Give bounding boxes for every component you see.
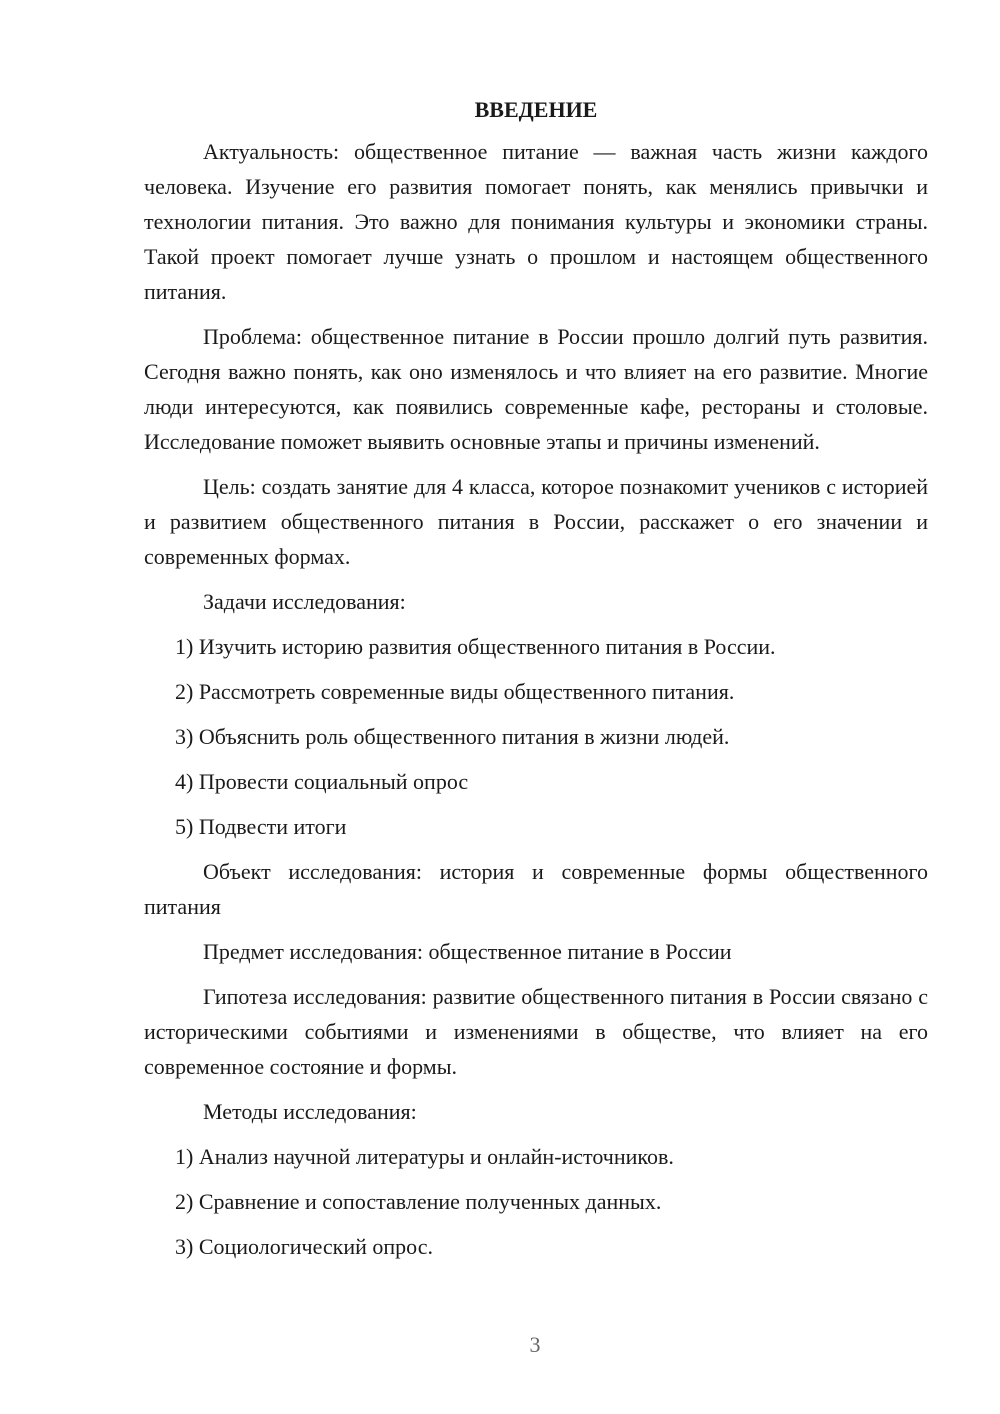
relevance-paragraph: Актуальность: общественное питание — важная часть жизни каждого человека. Изучение его развития помогает понять, как менялись привычки и технологии питания. Это важно для понимания культуры и экономики страны. Такой проект помогает лучше узнать о прошлом и настоящем общественного питания. xyxy=(144,139,928,304)
problem-paragraph: Проблема: общественное питание в России прошло долгий путь развития. Сегодня важно понять, как оно изменялось и что влияет на его развитие. Многие люди интересуются, как появились современные кафе, рестораны и столовые. Исследование поможет выявить основные этапы и причины изменений. xyxy=(144,324,928,454)
method-item: 1) Анализ научной литературы и онлайн-источников. xyxy=(175,1144,674,1169)
tasks-heading: Задачи исследования: xyxy=(203,589,406,614)
task-item: 5) Подвести итоги xyxy=(175,814,347,839)
document-page xyxy=(144,92,928,1274)
task-item: 4) Провести социальный опрос xyxy=(175,769,469,794)
page-number: 3 xyxy=(529,1332,541,1357)
object-paragraph: Объект исследования: история и современные формы общественного питания xyxy=(144,859,928,919)
task-item: 3) Объяснить роль общественного питания в жизни людей. xyxy=(175,724,730,749)
section-title: ВВЕДЕНИЕ xyxy=(474,97,598,122)
subject-paragraph: Предмет исследования: общественное питание в России xyxy=(203,939,732,964)
hypothesis-paragraph: Гипотеза исследования: развитие общественного питания в России связано с историческими событиями и изменениями в обществе, что влияет на его современное состояние и формы. xyxy=(144,984,928,1079)
goal-paragraph: Цель: создать занятие для 4 класса, которое познакомит учеников с историей и развитием общественного питания в России, расскажет о его значении и современных формах. xyxy=(144,474,928,569)
method-item: 3) Социологический опрос. xyxy=(175,1234,433,1259)
methods-heading: Методы исследования: xyxy=(203,1099,417,1124)
task-item: 1) Изучить историю развития общественного питания в России. xyxy=(175,634,776,659)
method-item: 2) Сравнение и сопоставление полученных данных. xyxy=(175,1189,662,1214)
task-item: 2) Рассмотреть современные виды общественного питания. xyxy=(175,679,735,704)
